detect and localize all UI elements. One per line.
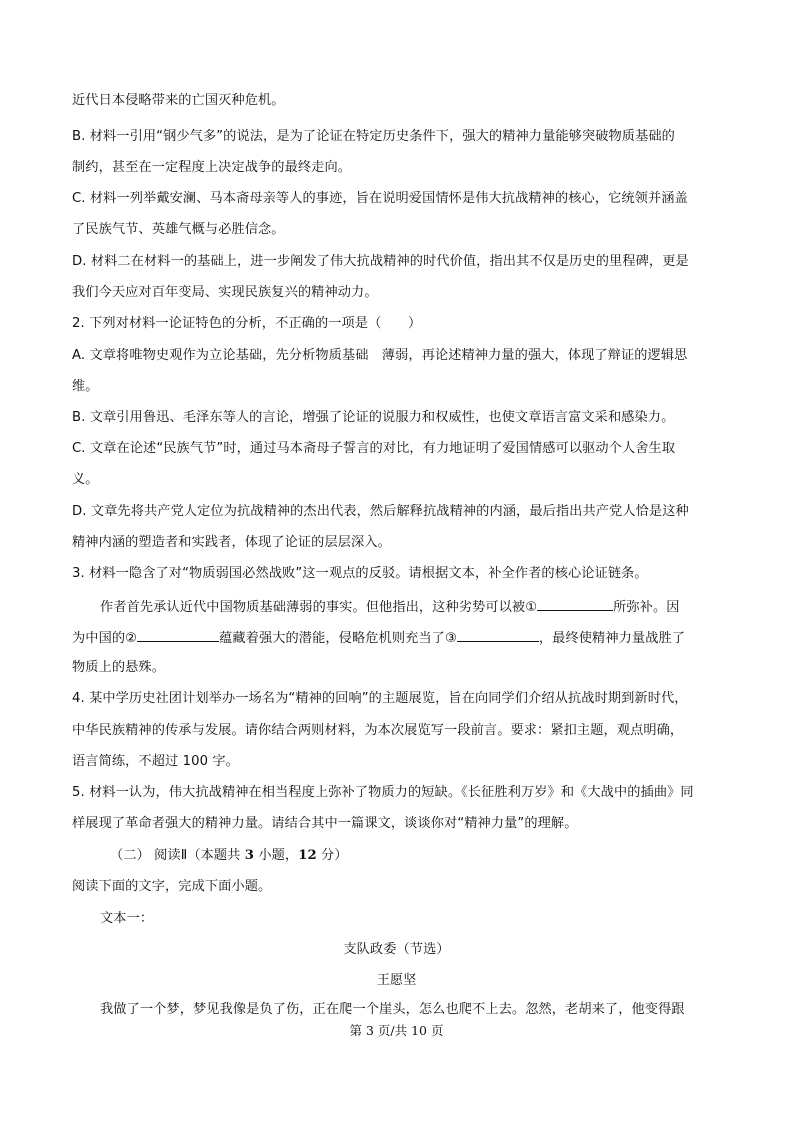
section-heading-suffix: 分） [316, 848, 348, 863]
q3-fill-text: 所弥补。因 [613, 600, 680, 615]
section-score: 12 [298, 848, 317, 863]
text-label: 文本一： [100, 911, 154, 926]
q3-fill-text: ，最终使精神力量战胜了 [538, 631, 686, 646]
section-heading-mid: 小题， [254, 848, 299, 863]
question-5-line-1: 5. 材料一认为，伟大抗战精神在相当程度上弥补了物质力的短缺。《长征胜利万岁》和《大战中的插曲》同 [72, 785, 694, 800]
option-c-line-1: C. 材料一列举戴安澜、马本斋母亲等人的事迹，旨在说明爱国情怀是伟大抗战精神的核心，它统领并涵盖 [72, 191, 688, 206]
answer-blank-1[interactable] [537, 596, 613, 611]
story-paragraph-line: 我做了一个梦，梦见我像是负了伤，正在爬一个崖头，怎么也爬不上去。忽然，老胡来了，他变得跟 [100, 1002, 685, 1017]
section-heading [110, 846, 710, 866]
section-question-count: 3 [244, 848, 255, 863]
q2-option-c-line-2: 义。 [72, 472, 99, 487]
story-title: 支队政委（节选） [343, 942, 450, 957]
text-line: 近代日本侵略带来的亡国灭种危机。 [72, 93, 285, 108]
q3-fill-text: 为中国的② [72, 631, 138, 646]
q3-fill-text: 作者首先承认近代中国物质基础薄弱的事实。但他指出，这种劣势可以被① [100, 600, 538, 615]
option-c-line-2: 了民族气节、英雄气概与必胜信念。 [72, 222, 285, 237]
option-d-line-1: D. 材料二在材料一的基础上，进一步阐发了伟大抗战精神的时代价值，指出其不仅是历史的里程碑，更是 [72, 254, 689, 269]
question-2-stem: 2. 下列对材料一论证特色的分析，不正确的一项是（ ） [72, 316, 422, 331]
q2-option-a-line-1: A. 文章将唯物史观作为立论基础，先分析物质基础 薄弱，再论述精神力量的强大，体现了辩证的逻辑思 [72, 348, 688, 363]
q3-fill-line-3: 物质上的悬殊。 [72, 660, 166, 675]
option-b-line-2: 制约，甚至在一定程度上决定战争的最终走向。 [72, 160, 352, 175]
option-b-line-1: B. 材料一引用“钢少气多”的说法，是为了论证在特定历史条件下，强大的精神力量能够突破物质基础的 [72, 129, 675, 144]
page-footer: 第 3 页/共 10 页 [349, 1023, 444, 1038]
question-3-stem: 3. 材料一隐含了对“物质弱国必然战败”这一观点的反驳。请根据文本，补全作者的核心论证链条。 [72, 566, 648, 581]
story-author: 王愿坚 [376, 973, 417, 988]
q2-option-b: B. 文章引用鲁迅、毛泽东等人的言论，增强了论证的说服力和权威性，也使文章语言富文采和感染力。 [72, 410, 675, 425]
question-4-line-2: 中华民族精神的传承与发展。请你结合两则材料，为本次展览写一段前言。要求：紧扣主题，观点明确， [72, 723, 684, 738]
reading-instruction: 阅读下面的文字，完成下面小题。 [72, 879, 272, 894]
option-d-line-2: 我们今天应对百年变局、实现民族复兴的精神动力。 [72, 285, 378, 300]
q2-option-c-line-1: C. 文章在论述“民族气节”时，通过马本斋母子誓言的对比，有力地证明了爱国情感可以驱动个人舍生取 [72, 441, 676, 456]
answer-blank-2[interactable] [137, 627, 219, 642]
q2-option-d-line-1: D. 文章先将共产党人定位为抗战精神的杰出代表，然后解释抗战精神的内涵，最后指出共产党人恰是这种 [72, 504, 689, 519]
q3-fill-text: 蕴藏着强大的潜能，侵略危机则充当了③ [219, 631, 457, 646]
answer-blank-3[interactable] [457, 627, 539, 642]
q2-option-a-line-2: 维。 [72, 379, 99, 394]
q3-fill-line-1 [100, 596, 724, 618]
q3-fill-line-2 [72, 627, 724, 649]
question-5-line-2: 样展现了革命者强大的精神力量。请结合其中一篇课文，谈谈你对“精神力量”的理解。 [72, 816, 578, 831]
q2-option-d-line-2: 精神内涵的塑造者和实践者，体现了论证的层层深入。 [72, 535, 391, 550]
question-4-line-3: 语言简练，不超过 100 字。 [72, 754, 239, 769]
question-4-line-1: 4. 某中学历史社团计划举办一场名为“精神的回响”的主题展览，旨在向同学们介绍从抗战时期到新时代， [72, 691, 688, 706]
section-heading-prefix: （二） 阅读Ⅱ（本题共 [110, 848, 245, 863]
